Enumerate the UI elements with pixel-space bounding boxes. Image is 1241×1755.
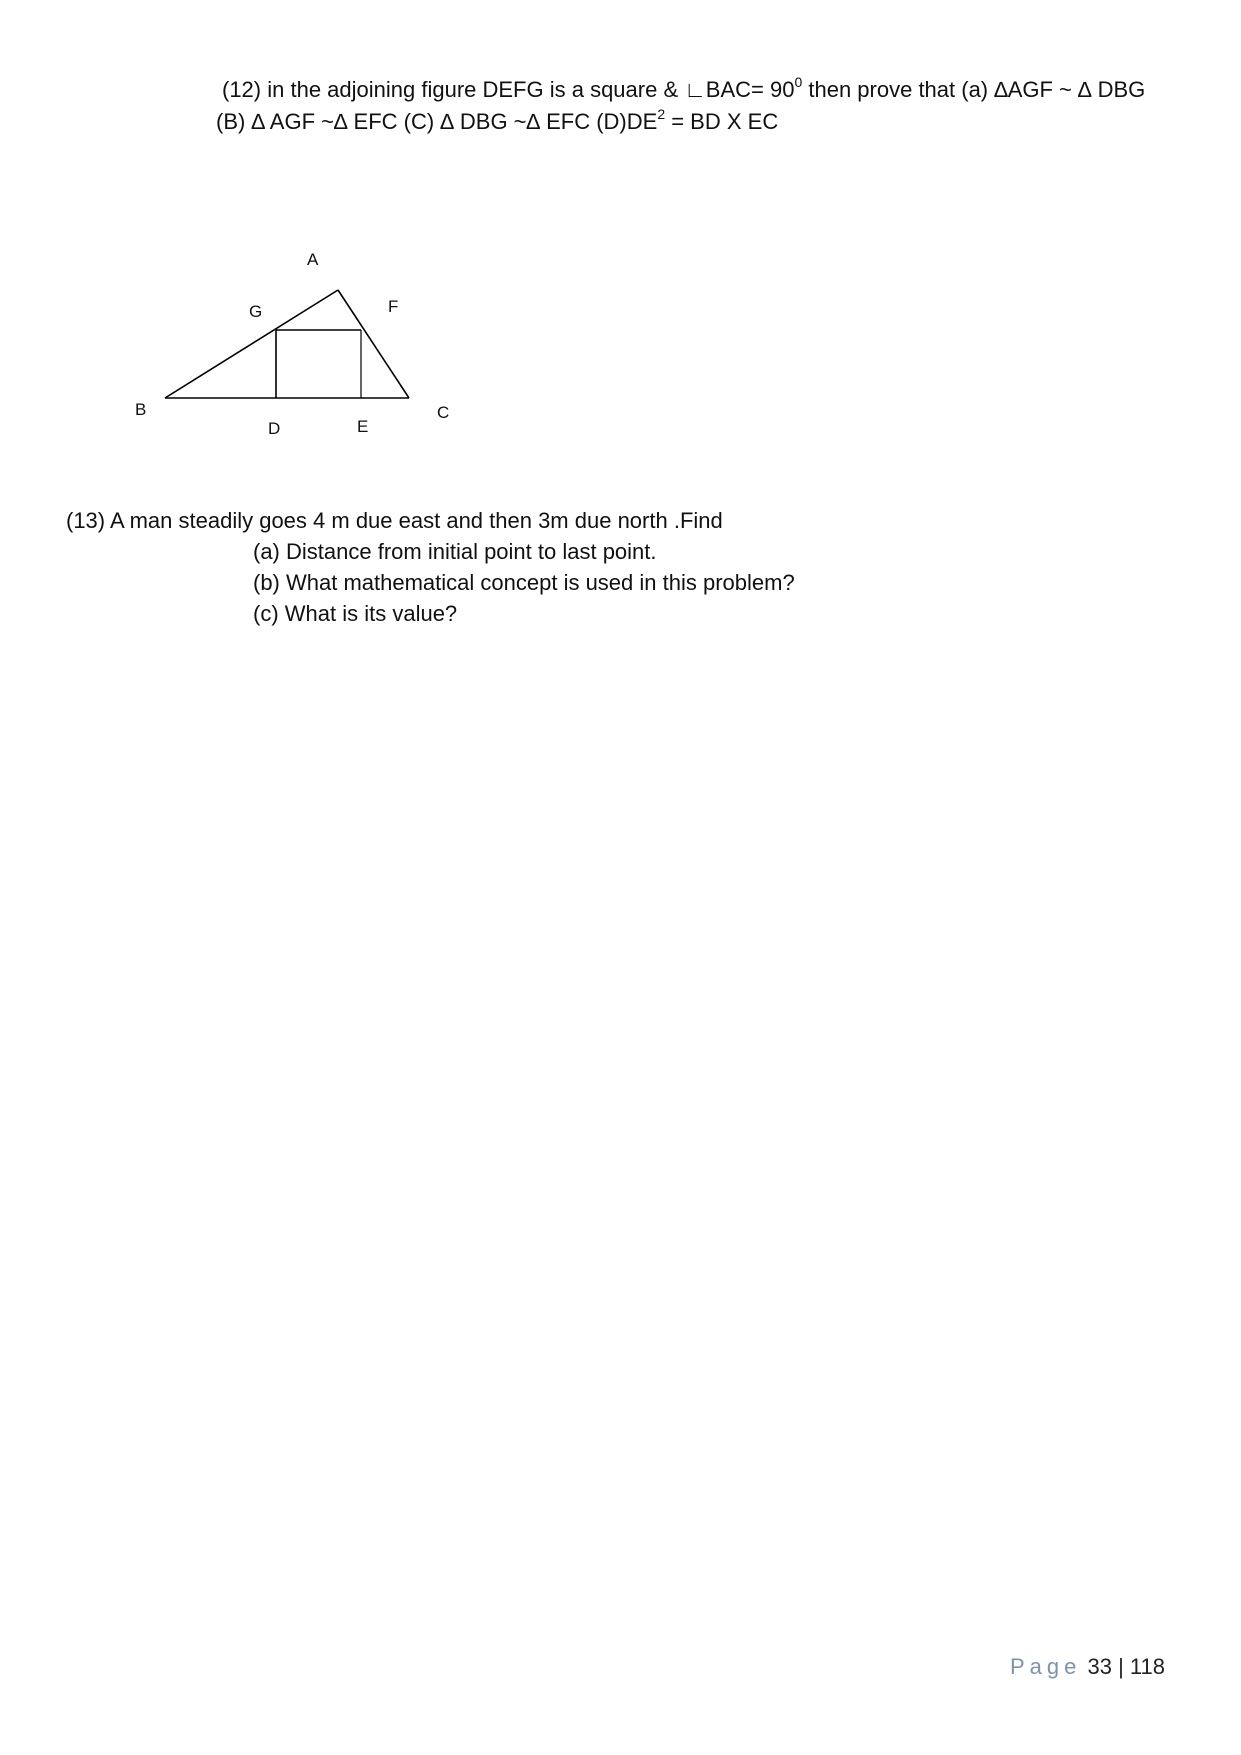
q12-l1-superscript: 0 — [794, 73, 803, 90]
vertex-label-f: F — [388, 297, 399, 316]
page-footer — [1010, 1654, 1165, 1680]
page-number: 33 — [1087, 1654, 1112, 1679]
question-13-item-a: (a) Distance from initial point to last point. — [253, 539, 657, 564]
total-pages: 118 — [1129, 1654, 1165, 1679]
page-separator: | — [1118, 1654, 1124, 1679]
vertex-label-g: G — [249, 302, 263, 321]
vertex-label-c: C — [437, 403, 450, 422]
q12-l1-text-b: then prove that (a) ∆AGF ~ ∆ DBG — [802, 77, 1146, 102]
question-12-line-2 — [216, 105, 779, 136]
q12-l2-text-a: (B) ∆ AGF ~∆ EFC (C) ∆ DBG ~∆ EFC (D)DE — [216, 109, 658, 134]
vertex-label-e: E — [357, 417, 369, 436]
q12-l1-text-a: (12) in the adjoining figure DEFG is a square & ∟BAC= 90 — [222, 77, 795, 102]
figure-svg — [110, 235, 470, 445]
vertex-label-d: D — [268, 419, 281, 438]
vertex-label-b: B — [135, 400, 147, 419]
question-13-item-c: (c) What is its value? — [253, 601, 458, 626]
question-13-stem: (13) A man steadily goes 4 m due east and then 3m due north .Find — [66, 508, 723, 533]
q12-l2-text-b: = BD X EC — [665, 109, 779, 134]
triangle-square-figure — [110, 235, 470, 445]
q12-l2-superscript: 2 — [657, 105, 666, 122]
vertex-label-a: A — [307, 250, 319, 269]
question-12-line-1 — [222, 73, 1146, 104]
page-word: Page — [1009, 1654, 1082, 1679]
question-13-item-b: (b) What mathematical concept is used in this problem? — [253, 570, 795, 595]
